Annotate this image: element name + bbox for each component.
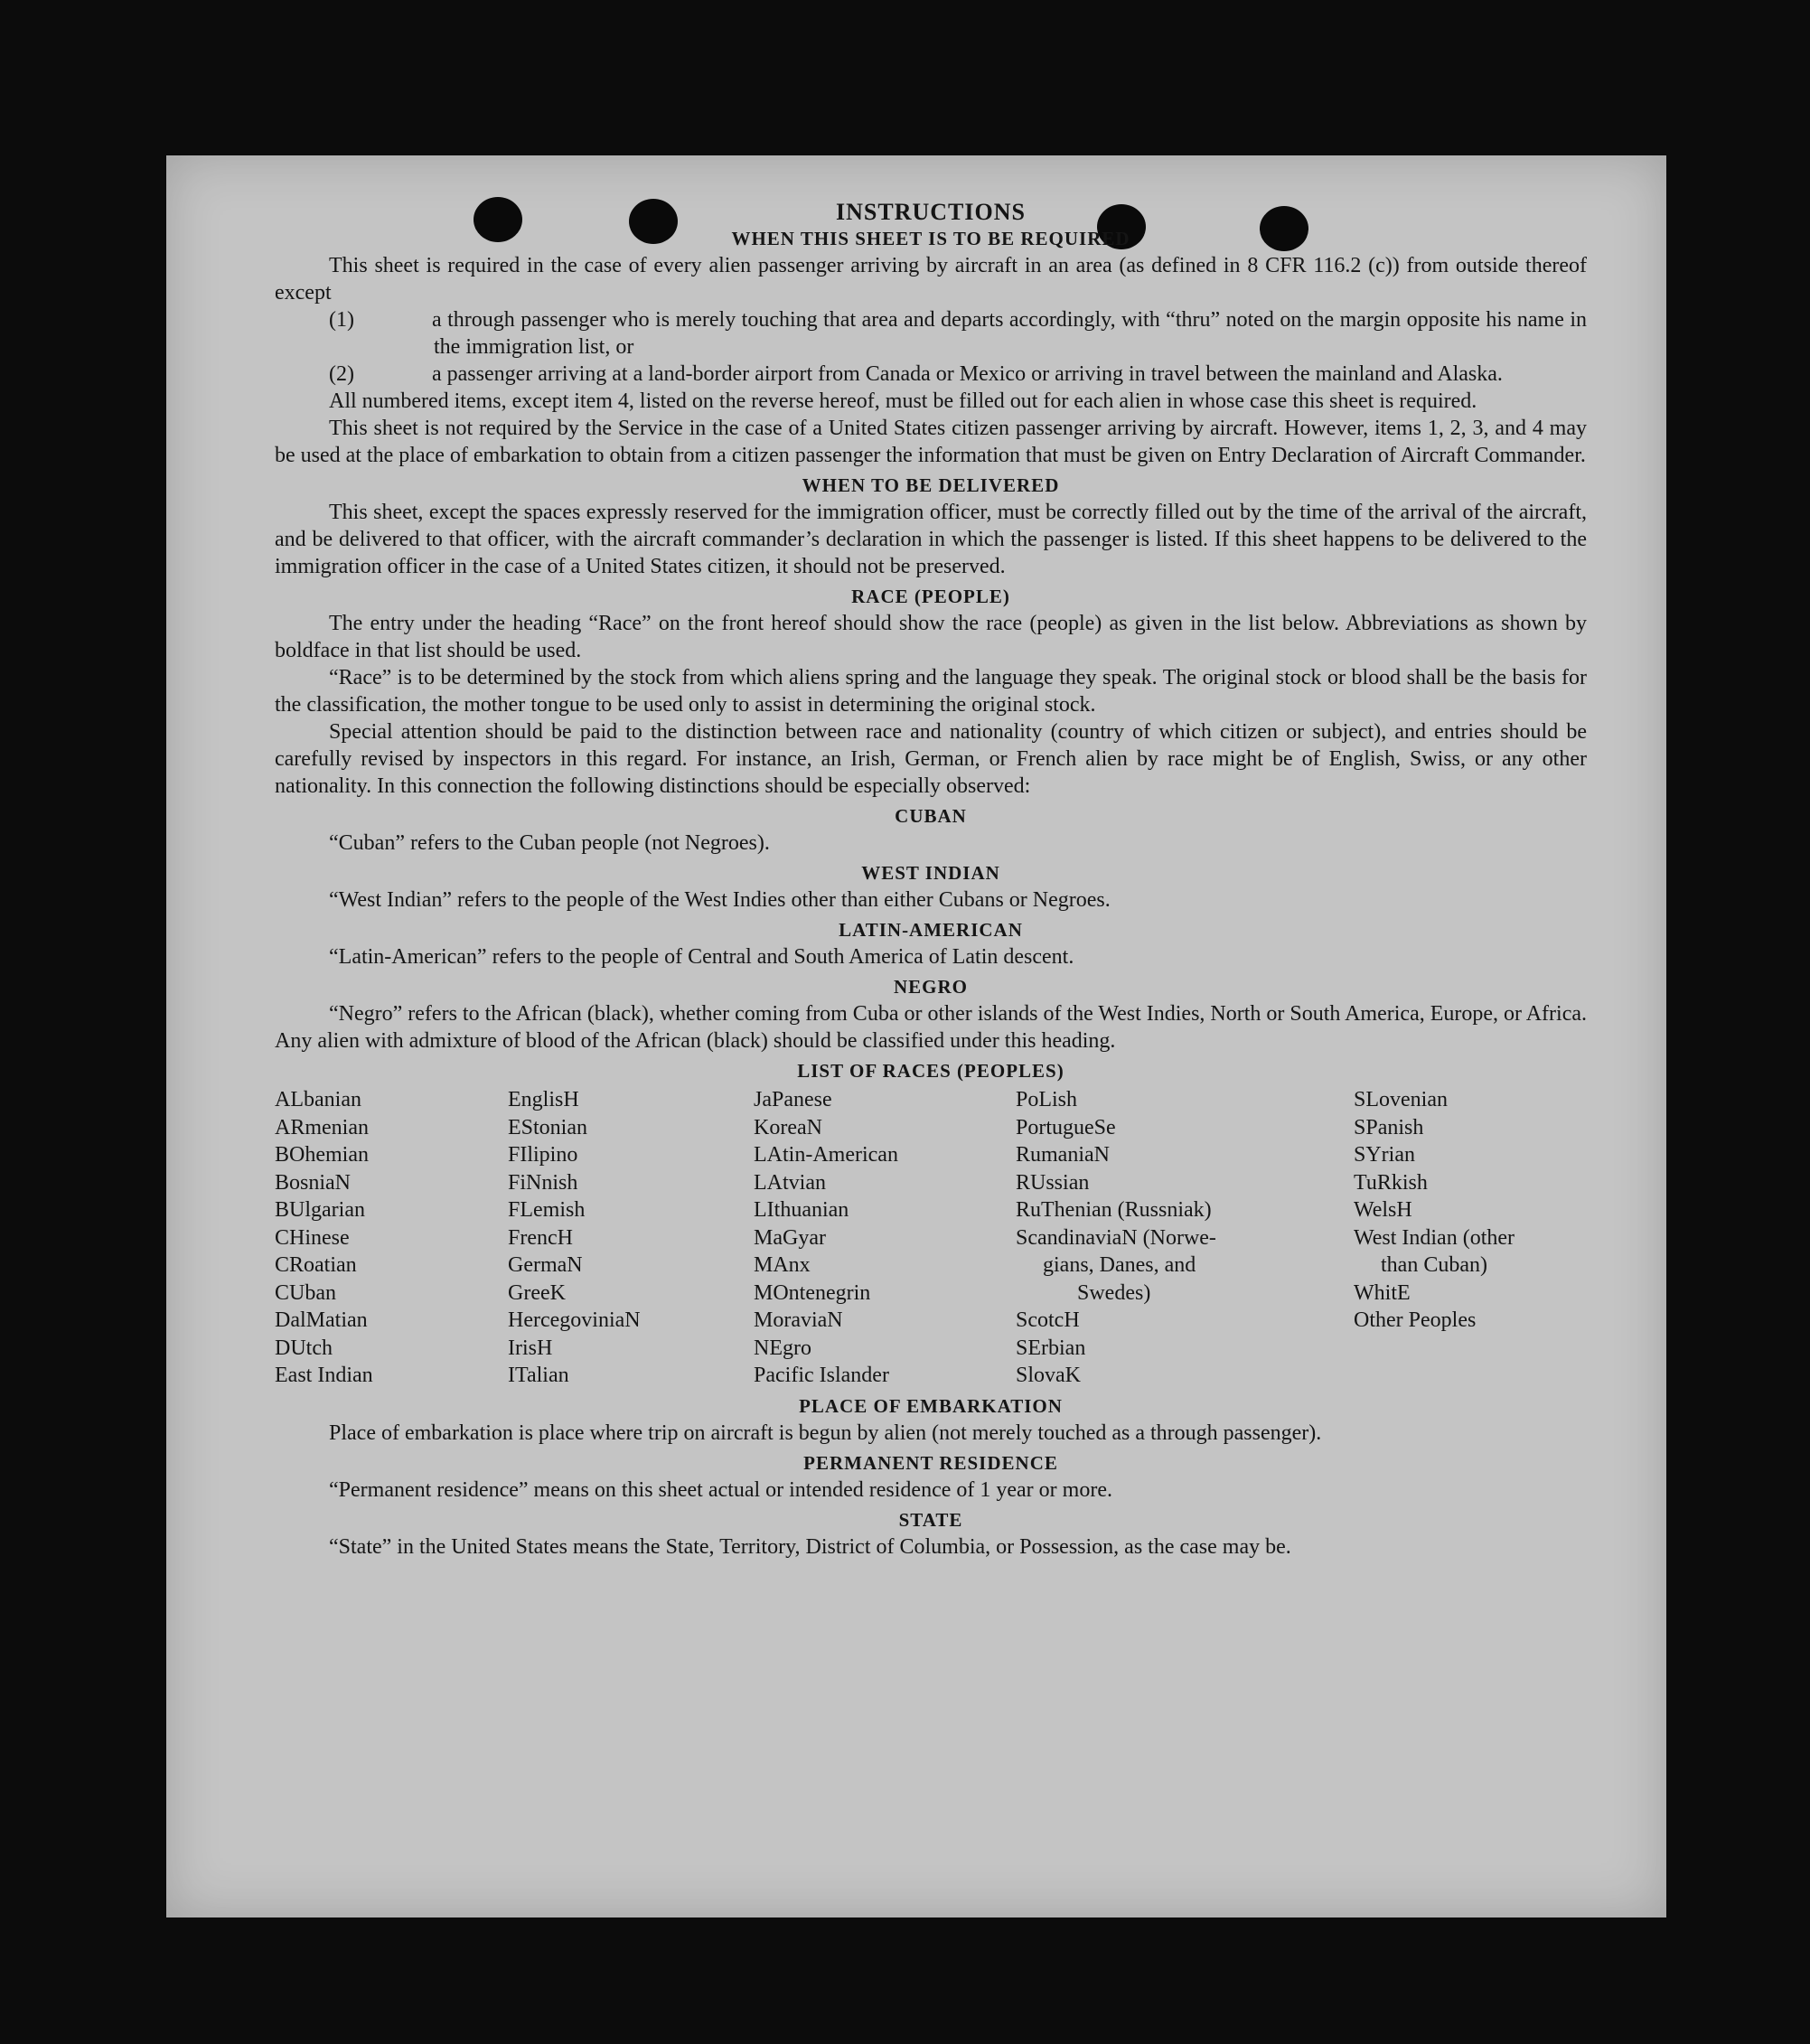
embarkation-text: Place of embarkation is place where trip on aircraft is begun by alien (not merely touched as a through passenger). [329, 1420, 1322, 1445]
race-entry: BUlgarian [275, 1198, 365, 1222]
race-entry: EnglisH [508, 1088, 579, 1111]
item-number: (2) [329, 362, 354, 386]
document-sheet [166, 155, 1666, 1917]
race-column-1 [275, 1086, 508, 1390]
race-entry: SErbian [1016, 1336, 1086, 1360]
west-indian-text: “West Indian” refers to the people of the West Indies other than either Cubans or Negroes. [329, 888, 1111, 912]
race-entry: SYrian [1354, 1143, 1415, 1167]
race-entry: MAnx [754, 1253, 811, 1277]
race-column-5 [1354, 1086, 1587, 1390]
race-para-1: The entry under the heading “Race” on the front hereof should show the race (people) as given in the list below. Abbreviations as shown by boldface in that list should be used. [275, 612, 1587, 662]
required-para-3: This sheet is not required by the Service in the case of a United States citizen passenger arriving by aircraft. However, items 1, 2, 3, and 4 may be used at the place of embarkation to obtain from a citizen passenger the information that must be given on Entry Declaration of Aircraft Commander. [275, 417, 1587, 467]
latin-american-text: “Latin-American” refers to the people of Central and South America of Latin descent. [329, 945, 1074, 969]
race-column-4 [1016, 1086, 1354, 1390]
race-entry: East Indian [275, 1364, 373, 1387]
race-entry: HercegoviniaN [508, 1308, 641, 1332]
race-entry: ITalian [508, 1364, 569, 1387]
race-entry: DUtch [275, 1336, 333, 1360]
race-entry-continued: than Cuban) [1381, 1253, 1487, 1277]
race-entry: SPanish [1354, 1115, 1424, 1139]
race-column-3 [754, 1086, 1016, 1390]
race-entry: EStonian [508, 1115, 587, 1139]
race-para-2: “Race” is to be determined by the stock from which aliens spring and the language they speak. The original stock or blood shall be the basis for the classification, the mother tongue to be used only to assist in determining the original stock. [275, 666, 1587, 717]
race-entry: JaPanese [754, 1088, 832, 1111]
race-entry: GreeK [508, 1280, 566, 1305]
item-text: a through passenger who is merely touching that area and departs accordingly, with “thru” noted on the margin opposite his name in the immigration list, or [432, 308, 1587, 359]
race-column-2 [508, 1086, 754, 1390]
required-para-2: All numbered items, except item 4, listed on the reverse hereof, must be filled out for each alien in whose case this sheet is required. [329, 389, 1477, 413]
race-entry: WelsH [1354, 1198, 1412, 1222]
race-entry: FLemish [508, 1198, 586, 1222]
required-intro: This sheet is required in the case of every alien passenger arriving by aircraft in an area (as defined in 8 CFR 116.2 (c)) from outside thereof except [275, 254, 1587, 305]
race-para-3: Special attention should be paid to the distinction between race and nationality (country of which citizen or subject), and entries should be carefully revised by inspectors in this regard. For instance, an Irish, German, or French alien by race might be of English, Swiss, or any other nationality. In this connection the following distinctions should be especially observed: [275, 720, 1587, 798]
section-heading-latin-american: LATIN-AMERICAN [839, 919, 1023, 941]
race-entry: LIthuanian [754, 1198, 849, 1222]
race-entry: DalMatian [275, 1308, 368, 1332]
race-entry: SlovaK [1016, 1364, 1081, 1387]
section-heading-delivered: WHEN TO BE DELIVERED [802, 474, 1060, 496]
race-entry: SLovenian [1354, 1088, 1448, 1111]
exception-item [329, 361, 1587, 388]
state-text: “State” in the United States means the State, Territory, District of Columbia, or Possession, as the case may be. [329, 1534, 1291, 1559]
race-entry: TuRkish [1354, 1170, 1428, 1195]
race-entry: ALbanian [275, 1088, 361, 1111]
instructions-content [275, 199, 1587, 1561]
race-list [275, 1086, 1587, 1390]
section-heading-state: STATE [898, 1508, 963, 1531]
race-entry: MOntenegrin [754, 1280, 871, 1305]
race-entry: ScotcH [1016, 1308, 1080, 1332]
race-entry: CRoatian [275, 1253, 357, 1277]
race-entry: FrencH [508, 1225, 573, 1250]
race-entry: RUssian [1016, 1170, 1090, 1195]
section-heading-west-indian: WEST INDIAN [861, 862, 1000, 884]
race-entry: KoreaN [754, 1115, 822, 1139]
race-entry: RuThenian (Russniak) [1016, 1198, 1212, 1222]
negro-text: “Negro” refers to the African (black), whether coming from Cuba or other islands of the West Indies, North or South America, Europe, or Africa. Any alien with admixture of blood of the African (black) should be classified under this heading. [275, 1002, 1587, 1053]
cuban-text: “Cuban” refers to the Cuban people (not Negroes). [329, 831, 770, 855]
item-number: (1) [329, 308, 354, 332]
section-heading-negro: NEGRO [893, 976, 968, 998]
race-entry: MoraviaN [754, 1308, 843, 1332]
race-entry: Pacific Islander [754, 1364, 889, 1387]
section-heading-race: RACE (PEOPLE) [851, 586, 1010, 607]
race-entry: IrisH [508, 1336, 553, 1360]
section-heading-cuban: CUBAN [895, 805, 967, 827]
race-entry-continued: Swedes) [1077, 1280, 1151, 1305]
race-entry: NEgro [754, 1336, 811, 1360]
race-entry: ScandinaviaN (Norwe- [1016, 1225, 1216, 1250]
section-heading-embarkation: PLACE OF EMBARKATION [799, 1394, 1063, 1417]
race-entry: CUban [275, 1280, 336, 1305]
section-heading-required: WHEN THIS SHEET IS TO BE REQUIRED [731, 228, 1130, 249]
page-title: INSTRUCTIONS [836, 199, 1026, 225]
race-entry: West Indian (other [1354, 1225, 1515, 1250]
race-entry: RumaniaN [1016, 1143, 1110, 1167]
race-entry: CHinese [275, 1225, 350, 1250]
race-entry: BOhemian [275, 1143, 369, 1167]
race-entry-continued: gians, Danes, and [1043, 1253, 1196, 1277]
race-entry: GermaN [508, 1253, 583, 1277]
race-entry: ARmenian [275, 1115, 369, 1139]
race-entry: LAtvian [754, 1170, 826, 1195]
race-entry: MaGyar [754, 1225, 826, 1250]
race-entry: WhitE [1354, 1280, 1411, 1305]
race-entry: Other Peoples [1354, 1308, 1477, 1332]
residence-text: “Permanent residence” means on this sheet actual or intended residence of 1 year or more. [329, 1477, 1112, 1502]
delivered-text: This sheet, except the spaces expressly reserved for the immigration officer, must be correctly filled out by the time of the arrival of the aircraft, and be delivered to that officer, with the aircraft commander’s declaration in which the passenger is listed. If this sheet happens to be delivered to the immigration officer in the case of a United States citizen, it should not be preserved. [275, 501, 1587, 578]
race-entry: PoLish [1016, 1088, 1078, 1111]
item-text: a passenger arriving at a land-border airport from Canada or Mexico or arriving in travel between the mainland and Alaska. [432, 362, 1503, 386]
race-entry: PortugueSe [1016, 1115, 1116, 1139]
race-entry: BosniaN [275, 1170, 351, 1195]
section-heading-residence: PERMANENT RESIDENCE [803, 1451, 1058, 1474]
race-entry: LAtin-American [754, 1143, 898, 1167]
race-entry: FIlipino [508, 1143, 578, 1167]
race-entry: FiNnish [508, 1170, 578, 1195]
exception-item [329, 306, 1587, 361]
section-heading-race-list: LIST OF RACES (PEOPLES) [797, 1060, 1064, 1082]
